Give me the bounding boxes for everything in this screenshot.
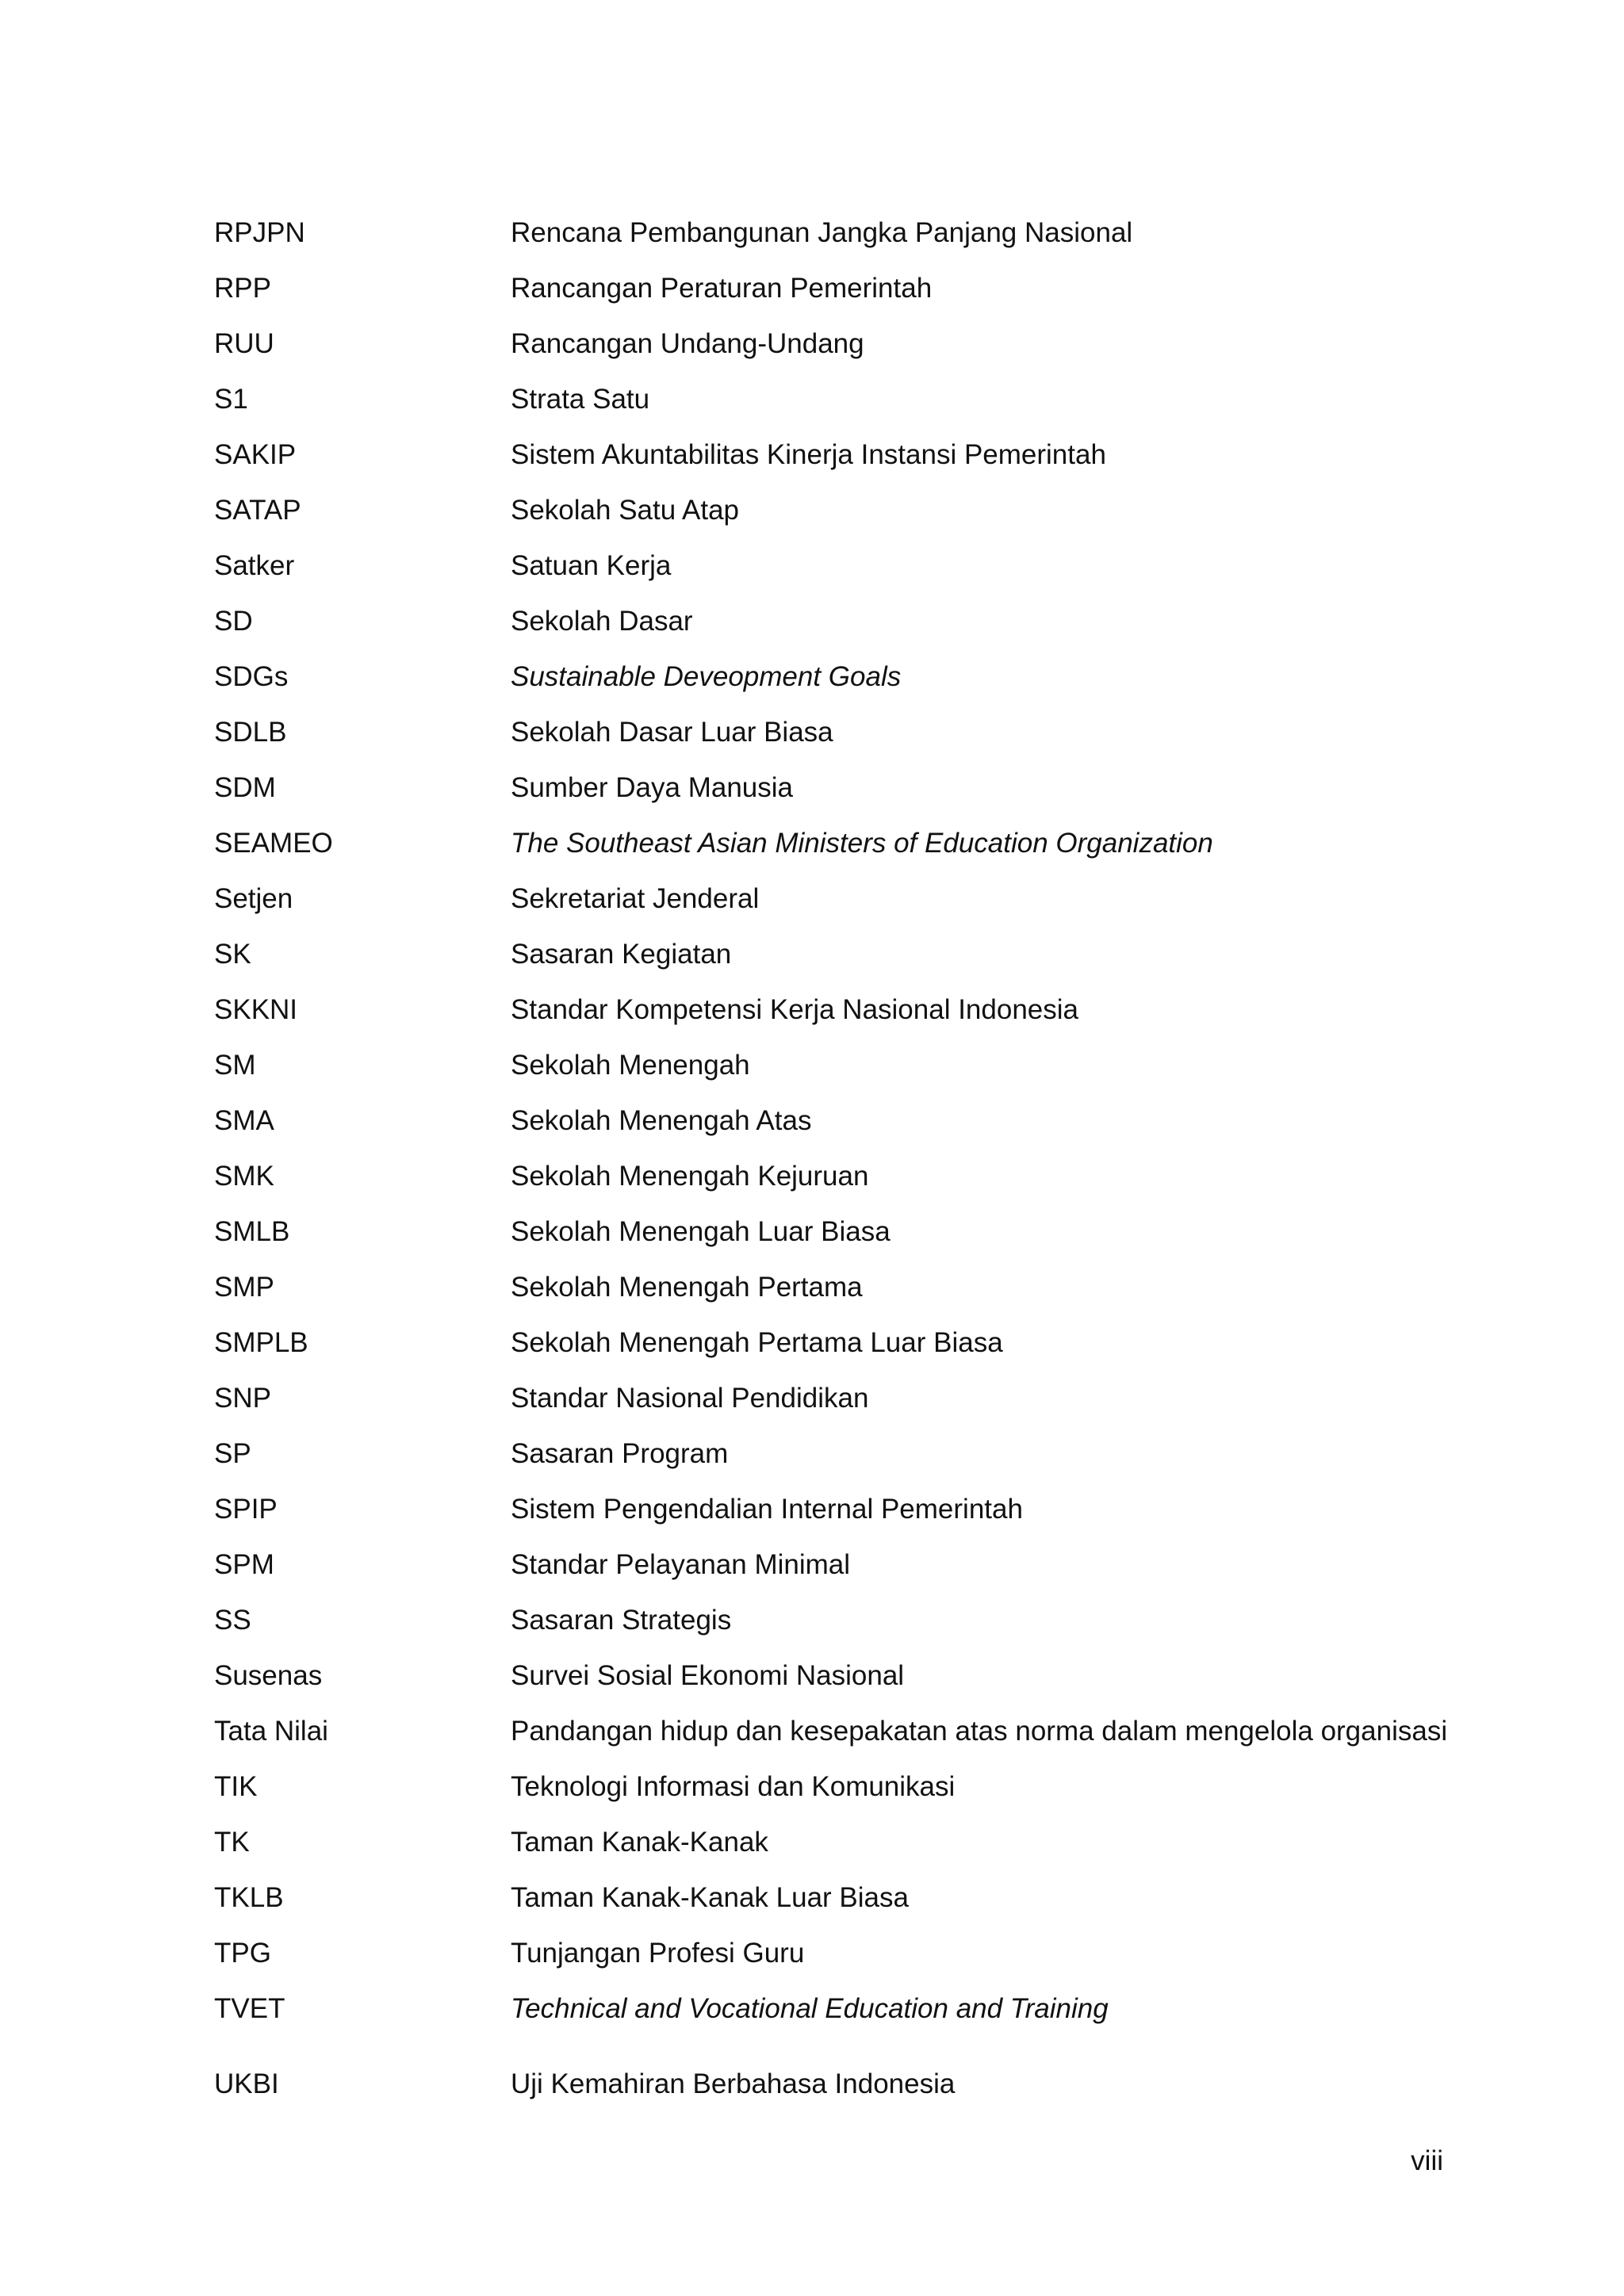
- abbreviation-definition: Sekolah Satu Atap: [511, 494, 739, 526]
- abbreviation-term: S1: [214, 383, 248, 415]
- abbreviation-row: [214, 260, 1451, 316]
- abbreviation-row: [214, 1259, 1451, 1314]
- abbreviation-definition: The Southeast Asian Ministers of Education Organization: [511, 827, 1213, 859]
- abbreviation-row: [214, 427, 1451, 482]
- abbreviation-row: [214, 593, 1451, 649]
- abbreviation-term: RUU: [214, 327, 274, 359]
- abbreviation-term: SMK: [214, 1160, 274, 1192]
- abbreviation-definition: Sekolah Menengah Atas: [511, 1104, 812, 1136]
- abbreviation-definition: Rancangan Undang-Undang: [511, 327, 864, 359]
- abbreviation-definition: Technical and Vocational Education and Training: [511, 1992, 1109, 2024]
- abbreviation-term: SNP: [214, 1382, 271, 1414]
- abbreviation-row: [214, 1314, 1451, 1370]
- abbreviation-term: SEAMEO: [214, 827, 333, 859]
- abbreviation-definition: Strata Satu: [511, 383, 650, 415]
- abbreviation-definition: Sekolah Dasar: [511, 605, 693, 637]
- abbreviation-row: [214, 1425, 1451, 1481]
- abbreviation-row: [214, 1869, 1451, 1925]
- abbreviation-definition: Survei Sosial Ekonomi Nasional: [511, 1659, 905, 1691]
- abbreviation-term: RPJPN: [214, 216, 305, 248]
- abbreviation-term: TVET: [214, 1992, 285, 2024]
- abbreviation-row: [214, 704, 1451, 760]
- abbreviation-definition: Rancangan Peraturan Pemerintah: [511, 272, 933, 304]
- abbreviation-term: SDGs: [214, 660, 289, 692]
- abbreviation-term: SD: [214, 605, 253, 637]
- abbreviation-row: [214, 1203, 1451, 1259]
- abbreviation-definition: Teknologi Informasi dan Komunikasi: [511, 1770, 956, 1802]
- abbreviation-term: SPM: [214, 1548, 274, 1580]
- abbreviation-definition: Tunjangan Profesi Guru: [511, 1937, 805, 1969]
- abbreviation-term: Susenas: [214, 1659, 323, 1691]
- abbreviation-definition: Sasaran Kegiatan: [511, 938, 732, 970]
- abbreviation-definition: Sasaran Strategis: [511, 1604, 732, 1636]
- abbreviation-definition: Rencana Pembangunan Jangka Panjang Nasional: [511, 216, 1133, 248]
- abbreviation-row: [214, 760, 1451, 815]
- abbreviation-row: [214, 926, 1451, 982]
- abbreviation-term: SKKNI: [214, 993, 298, 1025]
- abbreviation-term: TK: [214, 1826, 250, 1858]
- abbreviation-term: Tata Nilai: [214, 1715, 328, 1747]
- abbreviation-row: [214, 1647, 1451, 1703]
- abbreviation-term: SAKIP: [214, 438, 297, 470]
- abbreviation-definition: Sekolah Menengah Pertama Luar Biasa: [511, 1326, 1003, 1358]
- abbreviation-row: [214, 1758, 1451, 1814]
- abbreviation-row: [214, 205, 1451, 260]
- abbreviation-row: [214, 1037, 1451, 1093]
- abbreviation-row: [214, 316, 1451, 371]
- abbreviation-definition: Sekolah Menengah Luar Biasa: [511, 1215, 891, 1247]
- abbreviation-row: [214, 538, 1451, 593]
- abbreviation-row: [214, 1370, 1451, 1425]
- abbreviation-definition: Sekolah Dasar Luar Biasa: [511, 716, 833, 748]
- abbreviation-term: SATAP: [214, 494, 301, 526]
- abbreviation-definition: Taman Kanak-Kanak Luar Biasa: [511, 1881, 909, 1913]
- abbreviation-definition: Sekolah Menengah: [511, 1049, 750, 1081]
- abbreviation-definition: Standar Kompetensi Kerja Nasional Indonesia: [511, 993, 1078, 1025]
- abbreviation-row: [214, 1093, 1451, 1148]
- abbreviation-row: [214, 871, 1451, 926]
- abbreviation-row: [214, 2036, 1451, 2098]
- abbreviation-row: [214, 982, 1451, 1037]
- abbreviation-term: SK: [214, 938, 251, 970]
- abbreviation-definition: Sekolah Menengah Pertama: [511, 1271, 863, 1303]
- abbreviation-term: TPG: [214, 1937, 271, 1969]
- abbreviation-row: [214, 649, 1451, 704]
- abbreviation-list: [214, 205, 1451, 2098]
- abbreviation-term: TIK: [214, 1770, 258, 1802]
- abbreviation-definition: Sumber Daya Manusia: [511, 771, 793, 803]
- abbreviation-term: SS: [214, 1604, 251, 1636]
- abbreviation-row: [214, 1703, 1451, 1758]
- abbreviation-definition: Sustainable Deveopment Goals: [511, 660, 902, 692]
- abbreviation-definition: Sekolah Menengah Kejuruan: [511, 1160, 869, 1192]
- abbreviation-definition: Taman Kanak-Kanak: [511, 1826, 768, 1858]
- abbreviation-definition: Satuan Kerja: [511, 549, 672, 581]
- abbreviation-term: SPIP: [214, 1493, 278, 1525]
- abbreviation-row: [214, 482, 1451, 538]
- abbreviation-term: SM: [214, 1049, 256, 1081]
- abbreviation-term: SDM: [214, 771, 276, 803]
- abbreviation-term: SMPLB: [214, 1326, 308, 1358]
- abbreviation-row: [214, 1481, 1451, 1536]
- abbreviation-definition: Pandangan hidup dan kesepakatan atas norma dalam mengelola organisasi: [511, 1715, 1448, 1747]
- abbreviation-row: [214, 1980, 1451, 2036]
- abbreviation-row: [214, 1814, 1451, 1869]
- abbreviation-definition: Sekretariat Jenderal: [511, 882, 760, 914]
- abbreviation-term: Setjen: [214, 882, 293, 914]
- abbreviation-term: TKLB: [214, 1881, 284, 1913]
- abbreviation-term: SMLB: [214, 1215, 290, 1247]
- abbreviation-row: [214, 371, 1451, 427]
- abbreviation-definition: Standar Nasional Pendidikan: [511, 1382, 869, 1414]
- abbreviation-row: [214, 1148, 1451, 1203]
- abbreviation-term: RPP: [214, 272, 271, 304]
- abbreviation-term: UKBI: [214, 2068, 279, 2099]
- abbreviation-row: [214, 815, 1451, 871]
- abbreviation-term: SP: [214, 1437, 251, 1469]
- abbreviation-definition: Standar Pelayanan Minimal: [511, 1548, 851, 1580]
- abbreviation-row: [214, 1592, 1451, 1647]
- abbreviation-definition: Sistem Pengendalian Internal Pemerintah: [511, 1493, 1023, 1525]
- page-number: viii: [1411, 2145, 1443, 2176]
- abbreviation-row: [214, 1536, 1451, 1592]
- abbreviation-definition: Sistem Akuntabilitas Kinerja Instansi Pemerintah: [511, 438, 1106, 470]
- abbreviation-term: SMA: [214, 1104, 274, 1136]
- abbreviation-row: [214, 1925, 1451, 1980]
- abbreviation-term: SDLB: [214, 716, 287, 748]
- abbreviation-definition: Sasaran Program: [511, 1437, 729, 1469]
- abbreviation-term: Satker: [214, 549, 295, 581]
- abbreviation-definition: Uji Kemahiran Berbahasa Indonesia: [511, 2068, 956, 2099]
- abbreviation-term: SMP: [214, 1271, 274, 1303]
